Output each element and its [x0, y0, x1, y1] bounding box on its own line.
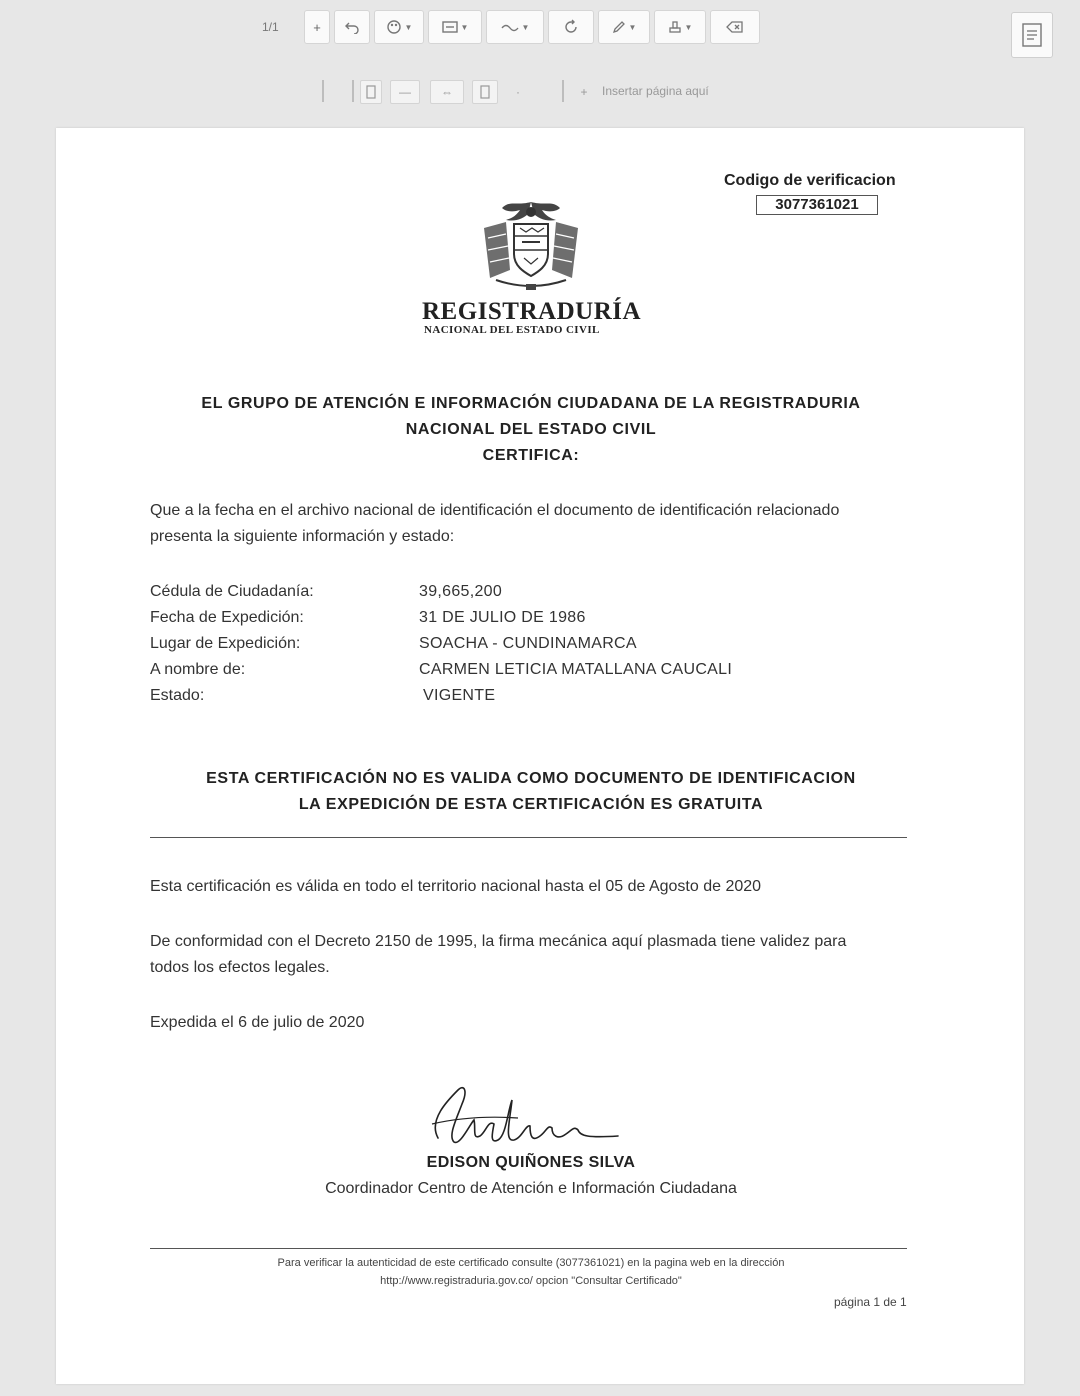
heading-line-3: CERTIFICA:	[482, 447, 580, 464]
toolbar-divider	[322, 80, 324, 102]
field-label: Cédula de Ciudadanía:	[150, 583, 314, 600]
brand-subtitle: NACIONAL DEL ESTADO CIVIL	[424, 324, 600, 336]
more-button[interactable]	[508, 80, 528, 104]
viewer-toolbar	[0, 8, 1080, 48]
field-label: Lugar de Expedición:	[150, 635, 301, 652]
footer-line-1: Para verificar la autenticidad de este certificado consulte (3077361021) en la pagina web en la dirección	[277, 1257, 785, 1269]
signature-image	[418, 1080, 638, 1160]
decree-line-2: todos los efectos legales.	[150, 959, 330, 976]
toolbar-divider	[352, 80, 354, 102]
field-value: CARMEN LETICIA MATALLANA CAUCALI	[419, 661, 733, 678]
plus-icon: +	[313, 19, 321, 35]
insert-page-label: Insertar página aquí	[602, 84, 709, 98]
verification-label: Codigo de verificacion	[724, 172, 896, 189]
signer-name: EDISON QUIÑONES SILVA	[426, 1154, 636, 1171]
more-icon: ·	[516, 85, 520, 99]
notice-line-1: ESTA CERTIFICACIÓN NO ES VALIDA COMO DOCUMENTO DE IDENTIFICACION	[206, 770, 856, 787]
highlight-button[interactable]: ▼	[428, 10, 482, 44]
coat-of-arms-icon	[476, 198, 586, 294]
single-page-button[interactable]	[472, 80, 498, 104]
separator-line	[150, 837, 907, 838]
insert-icon: +	[580, 85, 588, 99]
page-indicator: 1/1	[262, 20, 279, 34]
notice-line-2: LA EXPEDICIÓN DE ESTA CERTIFICACIÓN ES GRATUITA	[298, 796, 764, 813]
page-toolbar	[0, 72, 1080, 110]
line-style-button[interactable]: ▼	[486, 10, 544, 44]
pen-button[interactable]: ▼	[598, 10, 650, 44]
field-value: 31 DE JULIO DE 1986	[419, 609, 586, 626]
field-value: 39,665,200	[419, 583, 503, 600]
footer-separator	[150, 1248, 907, 1249]
document-list-icon	[1021, 22, 1043, 48]
color-picker-button[interactable]: ▼	[374, 10, 424, 44]
field-label: Fecha de Expedición:	[150, 609, 304, 626]
fit-width-button[interactable]	[430, 80, 464, 104]
page-thumbnail-button[interactable]	[360, 80, 382, 104]
insert-page-button[interactable]	[574, 80, 594, 104]
sidebar-toggle-button[interactable]	[1011, 12, 1053, 58]
document-page	[56, 128, 1024, 1384]
field-value: SOACHA - CUNDINAMARCA	[419, 635, 637, 652]
palette-icon	[386, 19, 402, 35]
pen-icon	[612, 20, 626, 34]
erase-button[interactable]	[710, 10, 760, 44]
validity-text: Esta certificación es válida en todo el territorio nacional hasta el 05 de Agosto de 2020	[150, 878, 762, 895]
page-number: página 1 de 1	[834, 1295, 907, 1309]
highlight-icon	[442, 20, 458, 34]
rotate-button[interactable]	[548, 10, 594, 44]
intro-line-2: presenta la siguiente información y estado:	[150, 528, 455, 545]
field-label: Estado:	[150, 687, 205, 704]
page-icon	[480, 85, 490, 99]
signer-title: Coordinador Centro de Atención e Información Ciudadana	[325, 1180, 737, 1197]
stamp-icon	[668, 20, 682, 34]
backspace-icon	[726, 20, 744, 34]
verification-code: 3077361021	[756, 195, 878, 215]
page-icon	[366, 85, 376, 99]
fit-width-icon: ⇔	[441, 85, 453, 99]
rotate-icon	[563, 19, 579, 35]
field-value: VIGENTE	[423, 687, 496, 704]
line-style-icon	[501, 22, 519, 32]
heading-line-2: NACIONAL DEL ESTADO CIVIL	[405, 421, 657, 438]
zoom-out-button[interactable]	[390, 80, 420, 104]
footer-link[interactable]: http://www.registraduria.gov.co/ opcion "Consultar Certificado"	[380, 1275, 682, 1287]
add-button[interactable]	[304, 10, 330, 44]
stamp-button[interactable]: ▼	[654, 10, 706, 44]
decree-line-1: De conformidad con el Decreto 2150 de 1995, la firma mecánica aquí plasmada tiene validez para	[150, 933, 847, 950]
undo-icon	[345, 20, 359, 34]
intro-line-1: Que a la fecha en el archivo nacional de identificación el documento de identificación relacionado	[150, 502, 840, 519]
undo-button[interactable]	[334, 10, 370, 44]
brand-title: REGISTRADURÍA	[422, 298, 642, 325]
heading-line-1: EL GRUPO DE ATENCIÓN E INFORMACIÓN CIUDADANA DE LA REGISTRADURIA	[201, 395, 861, 412]
minus-icon: —	[399, 85, 411, 99]
field-label: A nombre de:	[150, 661, 246, 678]
issued-date: Expedida el 6 de julio de 2020	[150, 1014, 365, 1031]
toolbar-divider	[562, 80, 564, 102]
